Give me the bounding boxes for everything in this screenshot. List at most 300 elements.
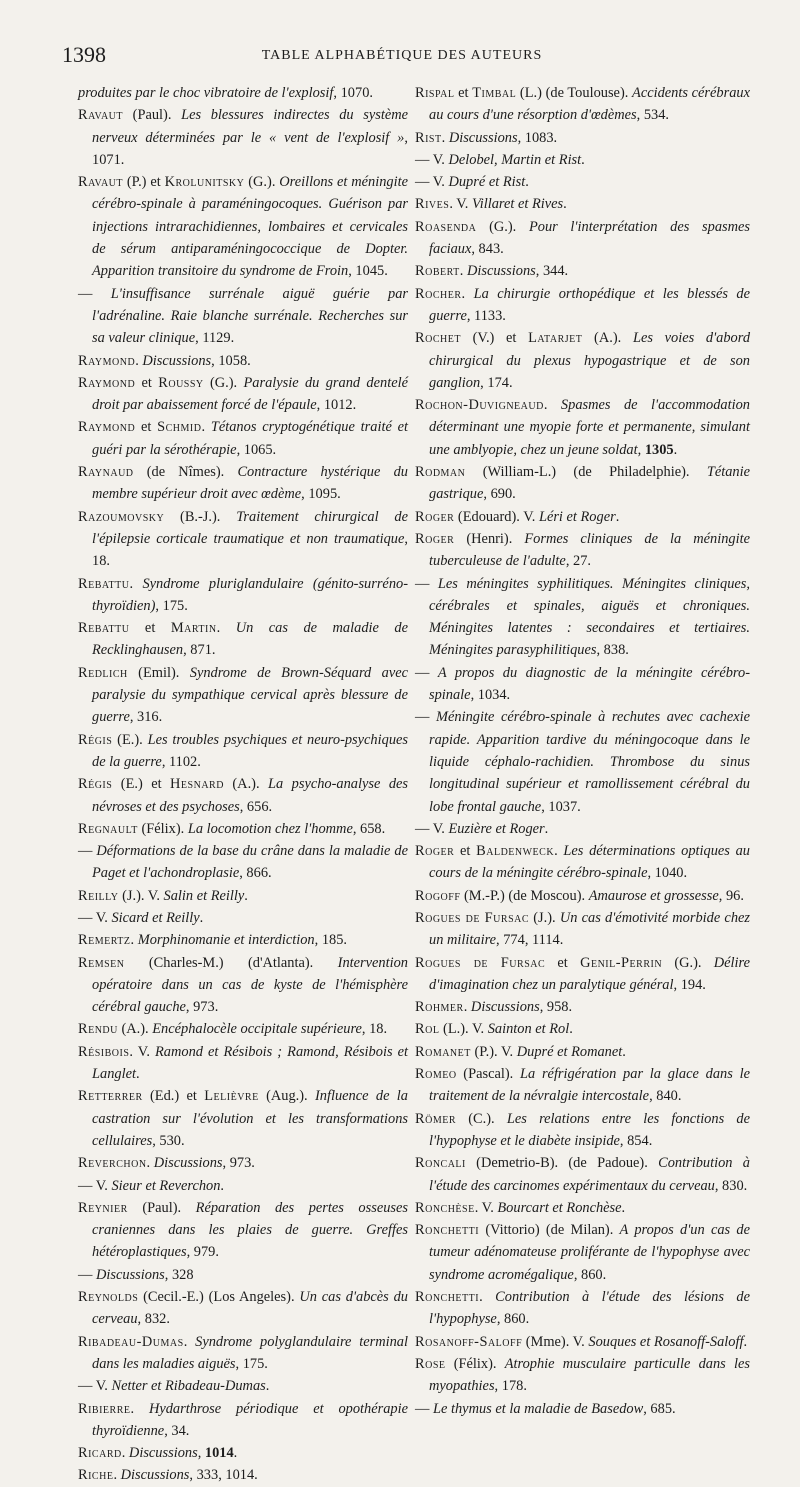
author-name: Martin bbox=[170, 620, 217, 637]
entry-text: . bbox=[569, 1021, 573, 1038]
work-title: Les déterminations optiques au cours de la méningite cérébro-spinale bbox=[429, 843, 750, 882]
entry-text: (Charles-M.) (d'Atlanta). bbox=[124, 954, 338, 971]
author-name: Remertz bbox=[78, 932, 131, 949]
work-title: Morphinomanie et interdiction bbox=[137, 932, 315, 949]
author-name: Roasenda bbox=[415, 218, 477, 235]
work-title: Souques et Rosanoff-Saloff bbox=[588, 1333, 744, 1350]
entry-text: , 1070. bbox=[333, 85, 373, 101]
right-column bbox=[415, 82, 750, 1420]
work-title: Amaurose et grossesse bbox=[588, 887, 719, 904]
index-entry bbox=[415, 216, 750, 261]
author-name: Roger bbox=[415, 508, 455, 525]
entry-text: (L.). V. bbox=[439, 1021, 488, 1038]
index-entry bbox=[78, 1264, 408, 1286]
entry-text: (B.-J.). bbox=[164, 508, 237, 525]
entry-text: , 328 bbox=[164, 1266, 194, 1283]
index-entry bbox=[415, 885, 750, 907]
work-title: A propos du diagnostic de la méningite cérébro-spinale bbox=[429, 664, 750, 704]
entry-text: (Aug.). bbox=[258, 1088, 315, 1105]
author-name: Ronchèse bbox=[415, 1199, 475, 1216]
entry-text: , 1012. bbox=[316, 397, 357, 414]
work-title: Les blessures indirectes du système nerveux déterminées par le « vent de l'explosif » bbox=[92, 107, 408, 146]
work-title: Réparation des pertes osseuses craniennes dans les plaies de guerre. Greffes hétéroplastiques bbox=[92, 1199, 408, 1261]
work-title: Bourcart et Ronchèse bbox=[497, 1199, 622, 1216]
work-title: Discussions bbox=[153, 1155, 223, 1172]
work-title: Un cas de maladie de Recklinghausen bbox=[92, 620, 408, 659]
work-title: Accidents cérébraux au cours d'une résorption d'œdèmes bbox=[429, 85, 750, 124]
entry-text: (M.-P.) (de Moscou). bbox=[460, 887, 589, 904]
entry-text: — bbox=[415, 664, 438, 681]
entry-text: , 1037. bbox=[541, 798, 581, 815]
work-title: La chirurgie orthopédique et les blessés de guerre bbox=[429, 285, 750, 324]
entry-text: . bbox=[233, 1445, 238, 1462]
work-title: Un cas d'émotivité morbide chez un militaire bbox=[429, 909, 750, 949]
entry-text: , 860. bbox=[496, 1311, 530, 1328]
index-entry bbox=[78, 885, 408, 907]
entry-text: . V. bbox=[449, 196, 472, 213]
entry-text: (P.). V. bbox=[470, 1043, 517, 1060]
author-name: Schmid bbox=[157, 419, 202, 436]
work-title: Les troubles psychiques et neuro-psychiques de la guerre bbox=[92, 731, 408, 770]
author-name: Remsen bbox=[78, 954, 125, 971]
entry-text: (Ed.) et bbox=[142, 1088, 205, 1105]
index-entry bbox=[415, 662, 750, 707]
index-entry bbox=[78, 1331, 408, 1376]
index-entry bbox=[415, 1219, 750, 1286]
work-title: Spasmes de l'accommodation déterminant une myopie forte et permanente, simulant une amblyopie, chez un jeune soldat bbox=[429, 397, 751, 458]
entry-text: (G.). bbox=[244, 174, 280, 191]
entry-text: . bbox=[543, 397, 561, 414]
entry-text: (J.). bbox=[529, 909, 560, 926]
entry-text: , 840. bbox=[649, 1088, 682, 1105]
index-entry bbox=[415, 82, 750, 127]
entry-text: . bbox=[621, 1199, 626, 1216]
entry-text: 1305 bbox=[644, 441, 674, 458]
entry-text: . bbox=[544, 820, 549, 837]
entry-text: (Demetrio-B). (de Padoue). bbox=[465, 1155, 659, 1172]
entry-text: (Edouard). V. bbox=[454, 508, 539, 525]
page-number: 1398 bbox=[62, 42, 106, 67]
work-title: Sainton et Rol bbox=[487, 1021, 570, 1038]
index-entry bbox=[78, 1442, 408, 1464]
entry-text: , bbox=[637, 441, 645, 458]
work-title: Méningite cérébro-spinale à rechutes avec cachexie rapide. Apparition tardive du méningocoque dans le liquide céphalo-rachidien. Thrombose du sinus longitudinal supérieur et ramollissement cérébral du lobe frontal gauche bbox=[429, 709, 750, 815]
index-entry bbox=[78, 1175, 408, 1197]
author-name: Razoumovsky bbox=[78, 508, 165, 525]
entry-text: , 658. bbox=[352, 820, 386, 837]
author-name: Romeo bbox=[415, 1066, 457, 1083]
index-entry bbox=[415, 327, 750, 394]
author-name: Roger bbox=[415, 530, 455, 547]
entry-text: et bbox=[545, 954, 581, 971]
author-name: Raynaud bbox=[78, 464, 134, 481]
author-name: Ravaut bbox=[78, 107, 124, 124]
author-name: Latarjet bbox=[528, 330, 583, 347]
work-title: Contribution à l'étude des lésions de l'hypophyse bbox=[429, 1289, 750, 1328]
index-entry bbox=[415, 149, 750, 171]
author-name: Reynolds bbox=[78, 1289, 139, 1306]
work-title: Dupré et Rist bbox=[448, 174, 526, 191]
work-title: produites par le choc vibratoire de l'explosif bbox=[78, 85, 334, 101]
running-title: TABLE ALPHABÉTIQUE DES AUTEURS bbox=[261, 48, 543, 63]
author-name: Roussy bbox=[158, 374, 204, 391]
index-entry bbox=[415, 952, 750, 997]
index-entry bbox=[78, 104, 408, 171]
author-name: Rosanoff-Saloff bbox=[415, 1333, 523, 1350]
entry-text: (Emil). bbox=[127, 664, 190, 681]
entry-text: — V. bbox=[78, 909, 112, 926]
index-entry bbox=[415, 818, 750, 840]
author-name: Rogoff bbox=[415, 887, 461, 904]
author-name: Résibois bbox=[78, 1043, 130, 1060]
work-title: Oreillons et méningite cérébro-spinale à paraméningocoques. Guérison par injections intrarachidiennes, lombaires et cervicales de sérum antiparaméningococcique de Dopter. Apparition transitoire du syndrome de Froin bbox=[92, 174, 408, 280]
author-name: Rochet bbox=[415, 330, 461, 347]
entry-text: . bbox=[461, 285, 474, 302]
entry-text: et bbox=[135, 419, 158, 436]
entry-text: . bbox=[216, 620, 236, 637]
entry-text: . bbox=[441, 129, 449, 146]
entry-text: , 1095. bbox=[301, 486, 341, 503]
entry-text: (Félix). bbox=[137, 820, 188, 837]
index-entry bbox=[415, 127, 750, 149]
author-name: Reverchon bbox=[78, 1155, 147, 1172]
work-title: A propos d'un cas de tumeur adénomateuse proliférante de l'hypophyse avec syndrome acromégalique bbox=[429, 1222, 750, 1283]
work-title: Paralysie du grand dentelé droit par abaissement forcé de l'épaule bbox=[92, 374, 408, 414]
work-title: Euzière et Roger bbox=[448, 820, 545, 837]
work-title: La psycho-analyse des névroses et des psychoses bbox=[92, 776, 409, 815]
entry-text: . bbox=[459, 263, 467, 280]
entry-text: , 34. bbox=[164, 1422, 190, 1439]
index-entry bbox=[415, 171, 750, 193]
entry-text: — V. bbox=[78, 1378, 112, 1395]
author-name: Ribadeau-Dumas bbox=[78, 1333, 184, 1350]
work-title: Sieur et Reverchon bbox=[111, 1177, 221, 1194]
entry-text: . V. bbox=[129, 1043, 155, 1060]
entry-text: , 854. bbox=[619, 1132, 653, 1149]
entry-text: (Mme). V. bbox=[522, 1333, 589, 1350]
work-title: Discussions bbox=[466, 263, 536, 280]
author-name: Rose bbox=[415, 1355, 446, 1372]
entry-text: (P.) et bbox=[123, 174, 165, 191]
index-entry bbox=[78, 506, 408, 573]
entry-text: (L.) (de Toulouse). bbox=[516, 85, 633, 101]
author-name: Rebattu bbox=[78, 620, 130, 637]
index-entry bbox=[78, 818, 408, 840]
author-name: Hesnard bbox=[170, 776, 224, 793]
entry-text: , 958. bbox=[539, 999, 573, 1016]
entry-text: (E.). bbox=[112, 731, 148, 748]
work-title: Pour l'interprétation des spasmes faciaux bbox=[429, 218, 750, 258]
entry-text: , 174. bbox=[480, 374, 513, 391]
work-title: Salin et Reilly bbox=[163, 887, 245, 904]
index-entry bbox=[415, 506, 750, 528]
author-name: Römer bbox=[415, 1110, 456, 1127]
entry-text: , 96. bbox=[718, 887, 744, 904]
author-name: Régis bbox=[78, 776, 113, 793]
index-entry bbox=[415, 573, 750, 662]
author-name: Rist bbox=[415, 129, 442, 146]
work-title: Delobel, Martin et Rist bbox=[448, 151, 582, 168]
author-name: Romanet bbox=[415, 1043, 471, 1060]
entry-text: , 1045. bbox=[348, 263, 388, 280]
entry-text: . bbox=[121, 1445, 129, 1462]
index-entry bbox=[78, 350, 408, 372]
index-entry bbox=[415, 840, 750, 885]
author-name: Roncali bbox=[415, 1155, 466, 1172]
work-title: Dupré et Romanet bbox=[516, 1043, 623, 1060]
author-name: Raymond bbox=[78, 374, 136, 391]
entry-text: , 1133. bbox=[466, 307, 506, 324]
author-name: Raymond bbox=[78, 419, 136, 436]
index-entry bbox=[415, 1063, 750, 1108]
index-entry bbox=[415, 394, 750, 461]
author-name: Rohmer bbox=[415, 999, 464, 1016]
work-title: Les méningites syphilitiques. Méningites cliniques, cérébrales et spinales, aiguës et chroniques. Méningites latentes : secondaires et tertiaires. Méningites parasyphilitiques bbox=[429, 575, 750, 659]
entry-text: , 175. bbox=[155, 597, 188, 614]
entry-text: , 27. bbox=[565, 553, 592, 570]
entry-text: . bbox=[220, 1177, 225, 1194]
entry-text: . bbox=[525, 174, 529, 191]
entry-text: , 832. bbox=[137, 1311, 170, 1328]
entry-text: , 690. bbox=[483, 486, 516, 503]
index-entry bbox=[78, 416, 408, 461]
entry-text: . bbox=[554, 843, 564, 860]
entry-text: , 344. bbox=[535, 263, 569, 280]
author-name: Regnault bbox=[78, 820, 138, 837]
work-title: Tétanos cryptogénétique traité et guéri par la sérothérapie bbox=[92, 419, 408, 458]
index-entry bbox=[415, 1018, 750, 1040]
index-entry bbox=[78, 283, 408, 350]
entry-text: (Cecil.-E.) (Los Angeles). bbox=[138, 1289, 300, 1306]
page-header bbox=[62, 40, 742, 68]
work-title: L'insuffisance surrénale aiguë guérie par l'adrénaline. Raie blanche surrénale. Recherches sur sa valeur clinique bbox=[92, 285, 408, 347]
entry-text: , 185. bbox=[314, 932, 348, 949]
entry-text: — bbox=[415, 1400, 433, 1417]
entry-text: — V. bbox=[415, 174, 449, 191]
index-entry bbox=[415, 528, 750, 573]
index-entry bbox=[415, 996, 750, 1018]
entry-text: . bbox=[183, 1333, 196, 1350]
entry-text: , 194. bbox=[673, 976, 706, 993]
entry-text: . bbox=[743, 1333, 748, 1350]
index-entry bbox=[78, 82, 408, 104]
index-entry bbox=[415, 461, 750, 506]
entry-text: . bbox=[146, 1155, 154, 1172]
index-entry bbox=[78, 1197, 408, 1264]
entry-text: , 973. bbox=[222, 1155, 255, 1172]
entry-text: , 1071. bbox=[92, 129, 408, 168]
entry-text: . bbox=[673, 441, 678, 458]
entry-text: (A.). bbox=[223, 776, 269, 793]
entry-text: — bbox=[415, 709, 436, 726]
author-name: Rogues de Fursac bbox=[415, 954, 546, 971]
work-title: Hydarthrose périodique et opothérapie thyroïdienne bbox=[92, 1400, 408, 1439]
work-title: Discussions bbox=[120, 1467, 190, 1484]
index-entry bbox=[415, 1331, 750, 1353]
entry-text: , 530. bbox=[152, 1132, 185, 1149]
work-title: Contracture hystérique du membre supérieur droit avec œdème bbox=[92, 464, 408, 503]
index-entry bbox=[78, 929, 408, 951]
entry-text: . bbox=[581, 151, 585, 168]
index-entry bbox=[78, 1375, 408, 1397]
work-title: Délire d'imagination chez un paralytique général bbox=[429, 954, 750, 993]
work-title: Discussions bbox=[142, 352, 212, 369]
author-name: Rodman bbox=[415, 464, 466, 481]
entry-text: et bbox=[129, 620, 171, 637]
work-title: Syndrome de Brown-Séquard avec paralysie du sympathique cervical après blessure de guerre bbox=[92, 664, 408, 726]
work-title: Les relations entre les fonctions de l'hypophyse et le diabète insipide bbox=[429, 1110, 750, 1149]
author-name: Lelièvre bbox=[204, 1088, 259, 1105]
index-entry bbox=[78, 617, 408, 662]
work-title: Intervention opératoire dans un cas de kyste de l'hémisphère cérébral gauche bbox=[92, 954, 408, 1016]
index-entry bbox=[415, 706, 750, 817]
work-title: Sicard et Reilly bbox=[111, 909, 200, 926]
work-title: Déformations de la base du crâne dans la maladie de Paget et l'achondroplasie bbox=[92, 843, 408, 882]
entry-text: (William-L.) (de Philadelphie). bbox=[465, 464, 707, 481]
entry-text: — V. bbox=[415, 151, 449, 168]
entry-text: (Pascal). bbox=[456, 1066, 520, 1083]
index-entry bbox=[78, 372, 408, 417]
work-title: Discussions bbox=[96, 1266, 165, 1283]
left-column bbox=[78, 82, 408, 1487]
work-title: Un cas d'abcès du cerveau bbox=[92, 1289, 408, 1328]
entry-text: . bbox=[201, 419, 211, 436]
entry-text: . bbox=[622, 1043, 626, 1060]
entry-text: (A.). bbox=[582, 330, 633, 347]
index-entry bbox=[415, 1353, 750, 1398]
index-entry bbox=[78, 1041, 408, 1086]
entry-text: , 973. bbox=[185, 999, 219, 1016]
entry-text: et bbox=[454, 843, 477, 860]
work-title: La réfrigération par la glace dans le traitement de la névralgie intercostale bbox=[429, 1066, 750, 1105]
index-entry bbox=[415, 907, 750, 952]
work-title: Traitement chirurgical de l'épilepsie corticale traumatique et non traumatique bbox=[92, 508, 408, 547]
author-name: Krolunitsky bbox=[164, 174, 245, 191]
author-name: Rochon-Duvigneaud bbox=[415, 397, 544, 414]
entry-text: (Vittorio) (de Milan). bbox=[479, 1222, 620, 1239]
entry-text: . bbox=[244, 887, 248, 904]
entry-text: . bbox=[479, 1289, 496, 1306]
entry-text: , 656. bbox=[239, 798, 273, 815]
work-title: Discussions bbox=[128, 1445, 198, 1462]
entry-text: — V. bbox=[78, 1177, 112, 1194]
author-name: Ribierre bbox=[78, 1400, 131, 1417]
entry-text: (G.). bbox=[203, 374, 244, 391]
author-name: Rebattu bbox=[78, 575, 130, 592]
work-title: Les voies d'abord chirurgical du plexus hypogastrique et de son ganglion bbox=[429, 330, 751, 391]
entry-text: et bbox=[454, 85, 473, 101]
work-title: Ramond et Résibois ; Ramond, Résibois et Langlet bbox=[92, 1043, 408, 1083]
entry-text: , 866. bbox=[239, 865, 272, 882]
entry-text: — bbox=[78, 843, 97, 860]
index-entry bbox=[415, 1197, 750, 1219]
entry-text: (A.). bbox=[117, 1021, 153, 1038]
work-title: Discussions bbox=[470, 999, 540, 1016]
work-title: Formes cliniques de la méningite tuberculeuse de l'adulte bbox=[429, 530, 750, 570]
author-name: Timbal bbox=[472, 85, 517, 101]
author-name: Ronchetti bbox=[415, 1222, 480, 1239]
entry-text: , 1058. bbox=[211, 352, 251, 369]
entry-text: , bbox=[197, 1445, 205, 1462]
author-name: Robert bbox=[415, 263, 460, 280]
entry-text: , 1102. bbox=[161, 753, 201, 770]
work-title: Influence de la castration sur l'évolution et les transformations cellulaires bbox=[92, 1088, 408, 1149]
entry-text: , 333, 1014. bbox=[189, 1467, 258, 1484]
author-name: Reilly bbox=[78, 887, 119, 904]
work-title: Syndrome polyglandulaire terminal dans les maladies aiguës bbox=[92, 1333, 409, 1372]
entry-text: , 1083. bbox=[517, 129, 558, 146]
author-name: Rendu bbox=[78, 1021, 118, 1038]
author-name: Reynier bbox=[78, 1199, 128, 1216]
author-name: Rogues de Fursac bbox=[415, 909, 530, 926]
work-title: Syndrome pluriglandulaire (génito-surréno-thyroïdien) bbox=[92, 575, 409, 614]
index-entry bbox=[78, 1018, 408, 1040]
entry-text: . bbox=[113, 1467, 121, 1484]
entry-text: (C.). bbox=[456, 1110, 507, 1127]
work-title: Le thymus et la maladie de Basedow bbox=[433, 1400, 644, 1417]
work-title: Discussions bbox=[448, 129, 518, 146]
entry-text: (Henri). bbox=[454, 530, 525, 547]
index-entry bbox=[78, 461, 408, 506]
work-title: Atrophie musculaire particulle dans les myopathies bbox=[429, 1355, 750, 1395]
work-title: Contribution à l'étude des carcinomes expérimentaux du cerveau bbox=[429, 1155, 750, 1194]
author-name: Rives bbox=[415, 196, 450, 213]
index-entry bbox=[415, 1108, 750, 1153]
index-entry bbox=[78, 1398, 408, 1443]
entry-text: (J.). V. bbox=[118, 887, 164, 904]
index-entry bbox=[415, 283, 750, 328]
entry-text: , 316. bbox=[129, 709, 163, 726]
entry-text: (Paul). bbox=[127, 1199, 196, 1216]
entry-text: (E.) et bbox=[112, 776, 171, 793]
entry-text: , 1040. bbox=[647, 865, 688, 882]
entry-text: — bbox=[415, 575, 438, 592]
entry-text: . bbox=[199, 909, 204, 926]
entry-text: . bbox=[135, 352, 143, 369]
author-name: Roger bbox=[415, 843, 455, 860]
author-name: Ravaut bbox=[78, 174, 124, 191]
index-entry bbox=[78, 1286, 408, 1331]
index-entry bbox=[78, 1085, 408, 1152]
entry-text: , 843. bbox=[471, 241, 504, 258]
entry-text: . bbox=[563, 196, 567, 213]
index-entry bbox=[78, 729, 408, 774]
index-entry bbox=[78, 1152, 408, 1174]
entry-text: (Félix). bbox=[445, 1355, 505, 1372]
index-entry bbox=[415, 1152, 750, 1197]
work-title: Encéphalocèle occipitale supérieure bbox=[152, 1021, 362, 1038]
entry-text: , 175. bbox=[235, 1355, 268, 1372]
entry-text: , 685. bbox=[643, 1400, 676, 1417]
index-entry bbox=[78, 1464, 408, 1486]
entry-text: , 1129. bbox=[195, 330, 235, 347]
entry-text: . bbox=[615, 508, 620, 525]
entry-text: , 1034. bbox=[470, 687, 511, 704]
work-title: Léri et Roger bbox=[538, 508, 616, 525]
index-entry bbox=[78, 907, 408, 929]
entry-text: (de Nîmes). bbox=[133, 464, 238, 481]
entry-text: (V.) et bbox=[460, 330, 529, 347]
author-name: Genil-Perrin bbox=[580, 954, 663, 971]
entry-text: 1014 bbox=[204, 1445, 234, 1462]
entry-text: . bbox=[463, 999, 471, 1016]
author-name: Riche bbox=[78, 1467, 114, 1484]
author-name: Baldenweck bbox=[476, 843, 555, 860]
index-entry bbox=[415, 1041, 750, 1063]
entry-text: , 534. bbox=[636, 107, 670, 124]
entry-text: , 774, 1114. bbox=[496, 932, 564, 949]
entry-text: , 1065. bbox=[236, 441, 277, 458]
